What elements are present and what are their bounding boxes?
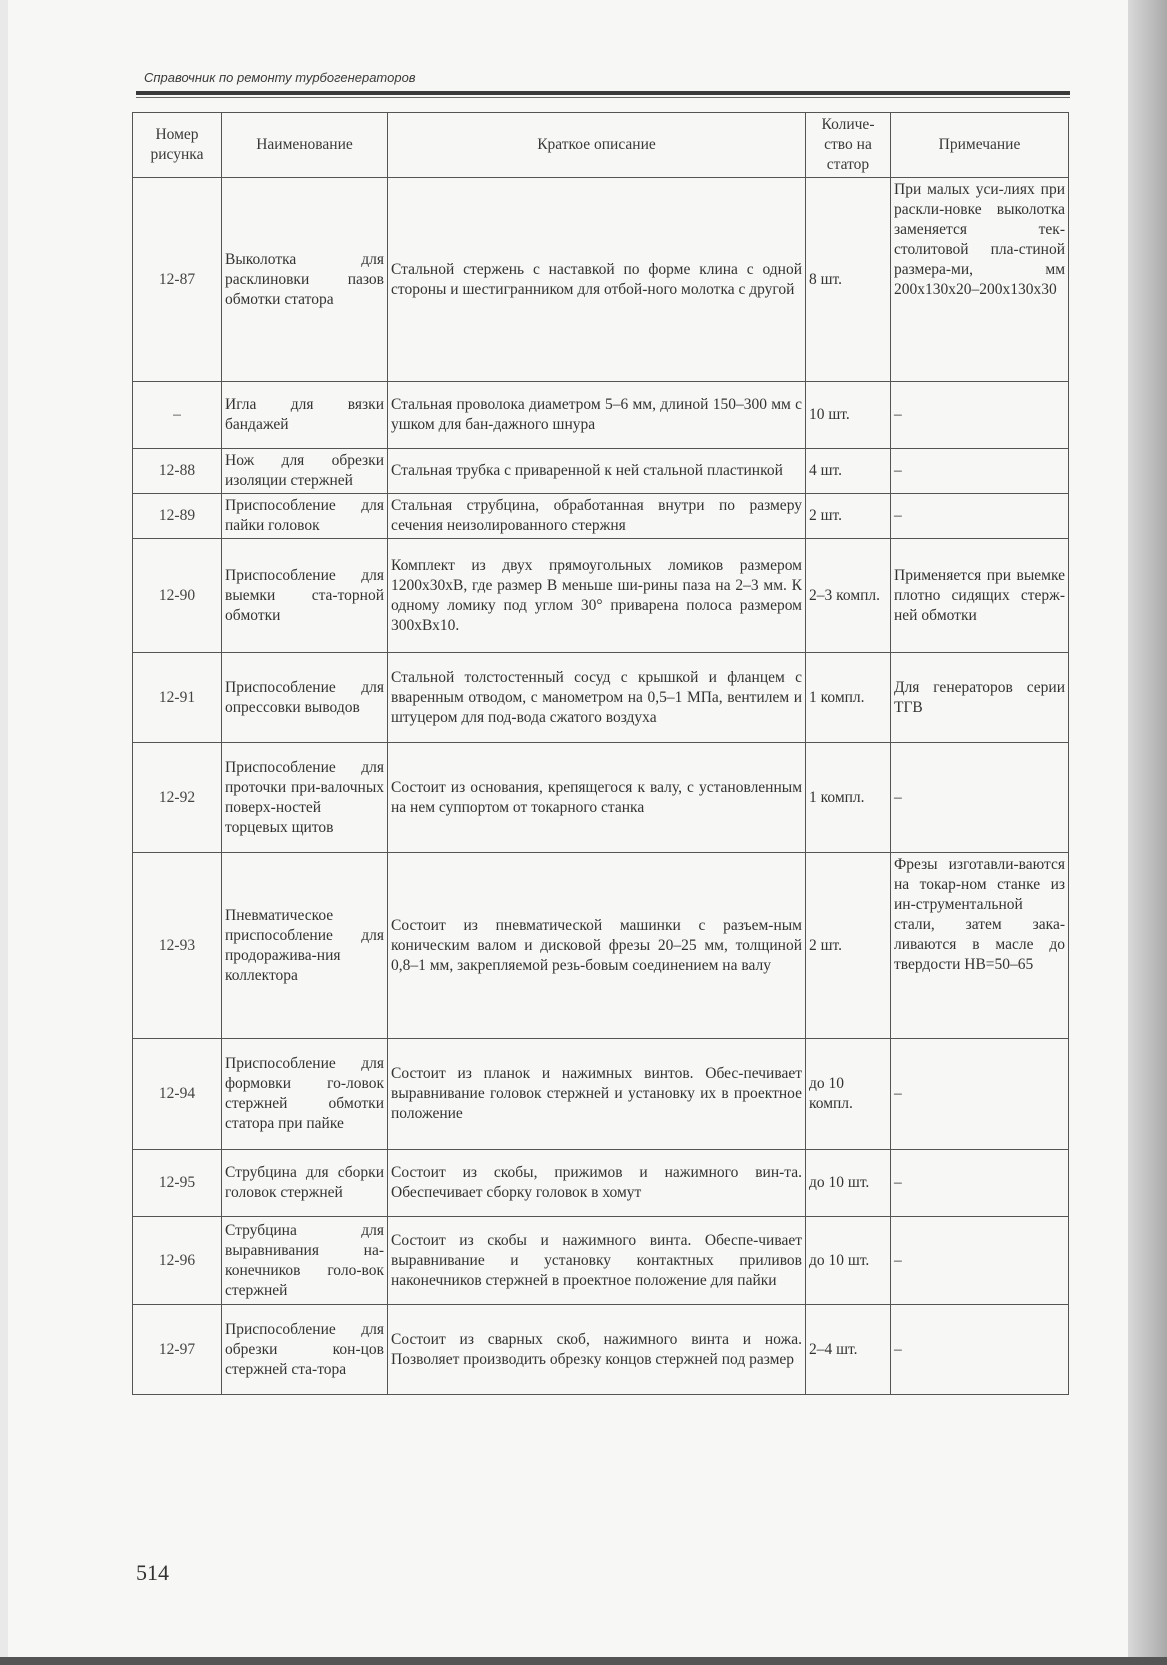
- tool-quantity: 1 компл.: [806, 653, 891, 743]
- figure-number: 12-97: [133, 1305, 222, 1395]
- tool-description: Состоит из сварных скоб, нажимного винта и ножа. Позволяет производить обрезку концов стержней под размер: [388, 1305, 806, 1395]
- tool-name: Струбцина для сборки головок стержней: [222, 1150, 388, 1217]
- figure-number: 12-96: [133, 1217, 222, 1305]
- tool-name: Нож для обрезки изоляции стержней: [222, 449, 388, 494]
- page-number: 514: [136, 1560, 169, 1585]
- table-row: [133, 539, 1069, 653]
- col-header-number: Номер рисунка: [133, 113, 222, 178]
- tool-quantity: 2–3 компл.: [806, 539, 891, 653]
- tool-description: Состоит из скобы, прижимов и нажимного вин-та. Обеспечивает сборку головок в хомут: [388, 1150, 806, 1217]
- table-row: [133, 382, 1069, 449]
- figure-number: 12-93: [133, 853, 222, 1039]
- tool-note: –: [891, 1305, 1069, 1395]
- tool-description: Комплект из двух прямоугольных ломиков размером 1200х30хВ, где размер В меньше ши-рины паза на 2–3 мм. К одному ломику под углом 30° приварена полоса размером 300хВх10.: [388, 539, 806, 653]
- table-row: [133, 653, 1069, 743]
- tool-name: Приспособление для пайки головок: [222, 494, 388, 539]
- figure-number: 12-89: [133, 494, 222, 539]
- tool-name: Приспособление для проточки при-валочных поверх-ностей торцевых щитов: [222, 743, 388, 853]
- tool-name: Приспособление для формовки го-ловок стержней обмотки статора при пайке: [222, 1039, 388, 1150]
- tool-note: –: [891, 449, 1069, 494]
- tool-note: –: [891, 494, 1069, 539]
- tool-description: Состоит из основания, крепящегося к валу, с установленным на нем суппортом от токарного станка: [388, 743, 806, 853]
- tool-description: Состоит из планок и нажимных винтов. Обес-печивает выравнивание головок стержней и установку их в проектное положение: [388, 1039, 806, 1150]
- table-row: [133, 494, 1069, 539]
- tool-description: Стальная трубка с приваренной к ней стальной пластинкой: [388, 449, 806, 494]
- tool-description: Состоит из пневматической машинки с разъем-ным коническим валом и дисковой фрезы 20–25 мм, толщиной 0,8–1 мм, закрепляемой резь-бовым соединением на валу: [388, 853, 806, 1039]
- running-header: Справочник по ремонту турбогенераторов: [144, 70, 416, 85]
- tool-note: –: [891, 1039, 1069, 1150]
- tool-note: –: [891, 382, 1069, 449]
- table-row: [133, 178, 1069, 382]
- header-rule-thin: [136, 97, 1070, 98]
- page-edge: [1128, 0, 1167, 1665]
- tool-note: Для генераторов серии ТГВ: [891, 653, 1069, 743]
- col-header-name: Наименование: [222, 113, 388, 178]
- figure-number: 12-94: [133, 1039, 222, 1150]
- tool-note: –: [891, 743, 1069, 853]
- tool-name: Приспособление для выемки ста-торной обмотки: [222, 539, 388, 653]
- tool-name: Приспособление для обрезки кон-цов стержней ста-тора: [222, 1305, 388, 1395]
- header-rule: [136, 91, 1070, 95]
- col-header-note: Примечание: [891, 113, 1069, 178]
- figure-number: 12-95: [133, 1150, 222, 1217]
- col-header-description: Краткое описание: [388, 113, 806, 178]
- table-row: [133, 743, 1069, 853]
- tool-quantity: 2 шт.: [806, 853, 891, 1039]
- tool-name: Приспособление для опрессовки выводов: [222, 653, 388, 743]
- tool-note: Фрезы изготавли-ваются на токар-ном станке из ин-струментальной стали, затем зака-ливаются в масле до твердости НВ=50–65: [891, 853, 1069, 1039]
- tool-quantity: 1 компл.: [806, 743, 891, 853]
- tool-name: Игла для вязки бандажей: [222, 382, 388, 449]
- figure-number: 12-91: [133, 653, 222, 743]
- tool-note: Применяется при выемке плотно сидящих стерж-ней обмотки: [891, 539, 1069, 653]
- tool-description: Стальная струбцина, обработанная внутри по размеру сечения неизолированного стержня: [388, 494, 806, 539]
- figure-number: 12-90: [133, 539, 222, 653]
- figure-number: 12-88: [133, 449, 222, 494]
- tool-quantity: 4 шт.: [806, 449, 891, 494]
- col-header-quantity: Количе-ство на статор: [806, 113, 891, 178]
- tool-quantity: до 10 шт.: [806, 1217, 891, 1305]
- table-header-row: [133, 113, 1069, 178]
- tools-table: [132, 112, 1069, 1395]
- table-row: [133, 853, 1069, 1039]
- table-row: [133, 1305, 1069, 1395]
- table-row: [133, 1150, 1069, 1217]
- tool-quantity: 10 шт.: [806, 382, 891, 449]
- figure-number: 12-92: [133, 743, 222, 853]
- tool-note: –: [891, 1217, 1069, 1305]
- tool-quantity: до 10 шт.: [806, 1150, 891, 1217]
- figure-number: –: [133, 382, 222, 449]
- tool-description: Стальной стержень с наставкой по форме клина с одной стороны и шестигранником для отбой-ного молотка с другой: [388, 178, 806, 382]
- tool-quantity: до 10 компл.: [806, 1039, 891, 1150]
- tool-name: Струбцина для выравнивания на-конечников голо-вок стержней: [222, 1217, 388, 1305]
- tool-description: Стальной толстостенный сосуд с крышкой и фланцем с вваренным отводом, с манометром на 0,5–1 МПа, вентилем и штуцером для под-вода сжатого воздуха: [388, 653, 806, 743]
- table-row: [133, 1217, 1069, 1305]
- tool-note: При малых уси-лиях при раскли-новке выколотка заменяется тек-столитовой пла-стиной размера-ми, мм 200х130х20–200х130х30: [891, 178, 1069, 382]
- table-row: [133, 449, 1069, 494]
- tool-quantity: 2 шт.: [806, 494, 891, 539]
- tool-description: Стальная проволока диаметром 5–6 мм, длиной 150–300 мм с ушком для бан-дажного шнура: [388, 382, 806, 449]
- tool-quantity: 2–4 шт.: [806, 1305, 891, 1395]
- figure-number: 12-87: [133, 178, 222, 382]
- tool-name: Выколотка для расклиновки пазов обмотки статора: [222, 178, 388, 382]
- table-row: [133, 1039, 1069, 1150]
- tool-quantity: 8 шт.: [806, 178, 891, 382]
- tool-name: Пневматическое приспособление для продоражива-ния коллектора: [222, 853, 388, 1039]
- scan-border: [0, 1657, 1167, 1665]
- tool-description: Состоит из скобы и нажимного винта. Обеспе-чивает выравнивание и установку контактных приливов наконечников стержней в проектное положение для пайки: [388, 1217, 806, 1305]
- tool-note: –: [891, 1150, 1069, 1217]
